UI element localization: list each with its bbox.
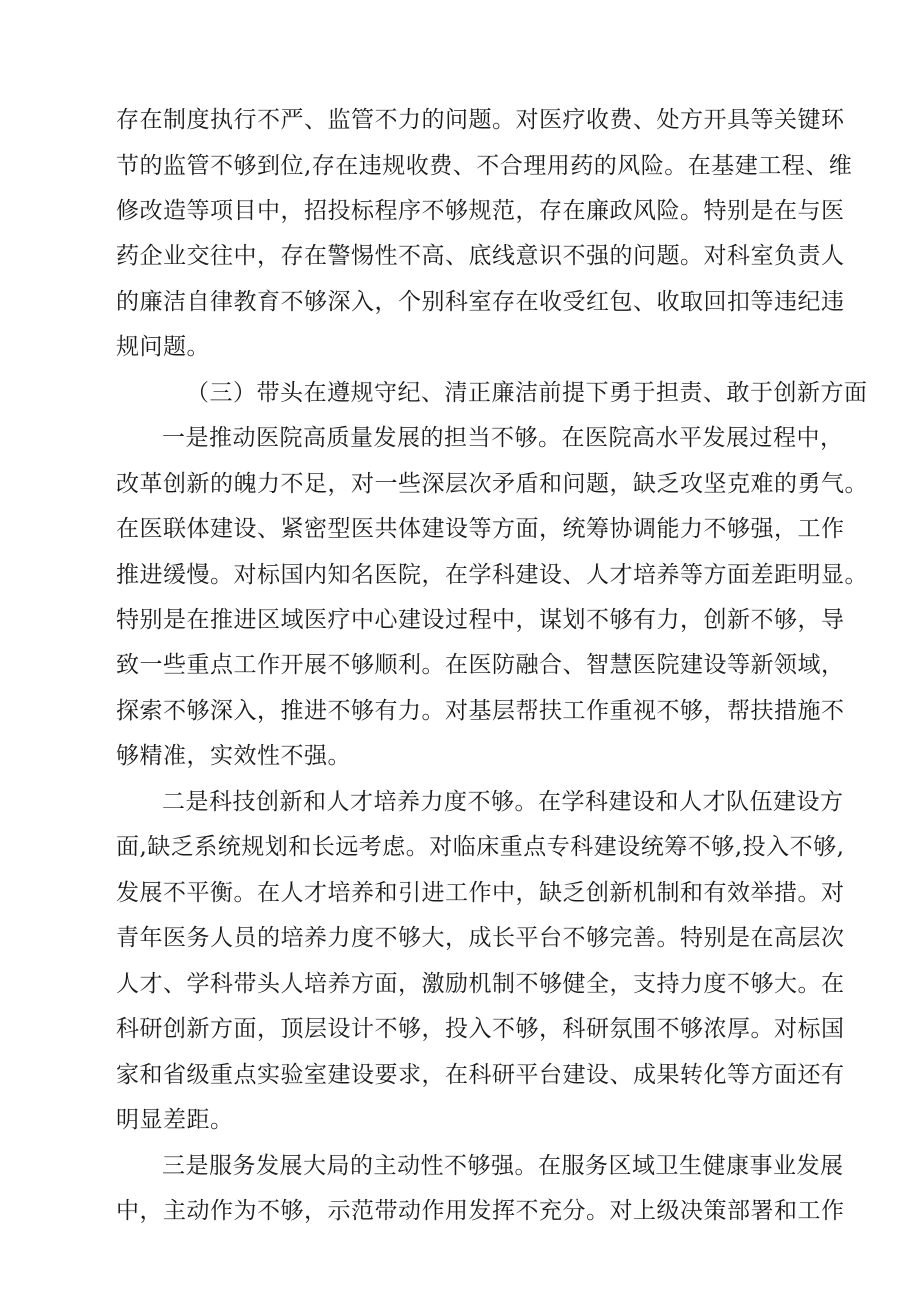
text-line: 规问题。: [116, 334, 210, 360]
text-line: 青年医务人员的培养力度不够大，成长平台不够完善。特别是在高层次: [116, 925, 845, 951]
text-line: 够精准，实效性不强。: [116, 743, 351, 769]
text-line: 科研创新方面，顶层设计不够，投入不够，科研氛围不够浓厚。对标国: [116, 1016, 845, 1042]
paragraph-first-line: 三是服务发展大局的主动性不够强。在服务区域卫生健康事业发展: [162, 1153, 844, 1179]
text-line: 修改造等项目中，招投标程序不够规范，存在廉政风险。特别是在与医: [116, 198, 845, 224]
text-line: 特别是在推进区域医疗中心建设过程中，谋划不够有力，创新不够，导: [116, 607, 845, 633]
text-line: 面,缺乏系统规划和长远考虑。对临床重点专科建设统筹不够,投入不够,: [116, 834, 845, 860]
text-line: 药企业交往中，存在警惕性不高、底线意识不强的问题。对科室负责人: [116, 243, 845, 269]
text-line: 人才、学科带头人培养方面，激励机制不够健全，支持力度不够大。在: [116, 971, 845, 997]
text-line: 改革创新的魄力不足，对一些深层次矛盾和问题，缺乏攻坚克难的勇气。: [116, 471, 868, 497]
text-line: 发展不平衡。在人才培养和引进工作中，缺乏创新机制和有效举措。对: [116, 880, 845, 906]
section-heading: （三）带头在遵规守纪、清正廉洁前提下勇于担责、敢于创新方面: [186, 380, 868, 406]
text-line: 中，主动作为不够，示范带动作用发挥不充分。对上级决策部署和工作: [116, 1198, 845, 1224]
paragraph-first-line: 二是科技创新和人才培养力度不够。在学科建设和人才队伍建设方: [162, 789, 844, 815]
paragraph-first-line: 一是推动医院高质量发展的担当不够。在医院高水平发展过程中，: [162, 425, 844, 451]
text-line: 致一些重点工作开展不够顺利。在医防融合、智慧医院建设等新领域，: [116, 652, 845, 678]
text-line: 的廉洁自律教育不够深入，个别科室存在收受红包、收取回扣等违纪违: [116, 289, 845, 315]
text-line: 推进缓慢。对标国内知名医院，在学科建设、人才培养等方面差距明显。: [116, 562, 868, 588]
text-line: 在医联体建设、紧密型医共体建设等方面，统筹协调能力不够强，工作: [116, 516, 845, 542]
text-line: 明显差距。: [116, 1107, 234, 1133]
text-line: 节的监管不够到位,存在违规收费、不合理用药的风险。在基建工程、维: [116, 153, 853, 179]
text-line: 存在制度执行不严、监管不力的问题。对医疗收费、处方开具等关键环: [116, 107, 845, 133]
text-line: 探索不够深入，推进不够有力。对基层帮扶工作重视不够，帮扶措施不: [116, 698, 845, 724]
text-line: 家和省级重点实验室建设要求，在科研平台建设、成果转化等方面还有: [116, 1062, 845, 1088]
